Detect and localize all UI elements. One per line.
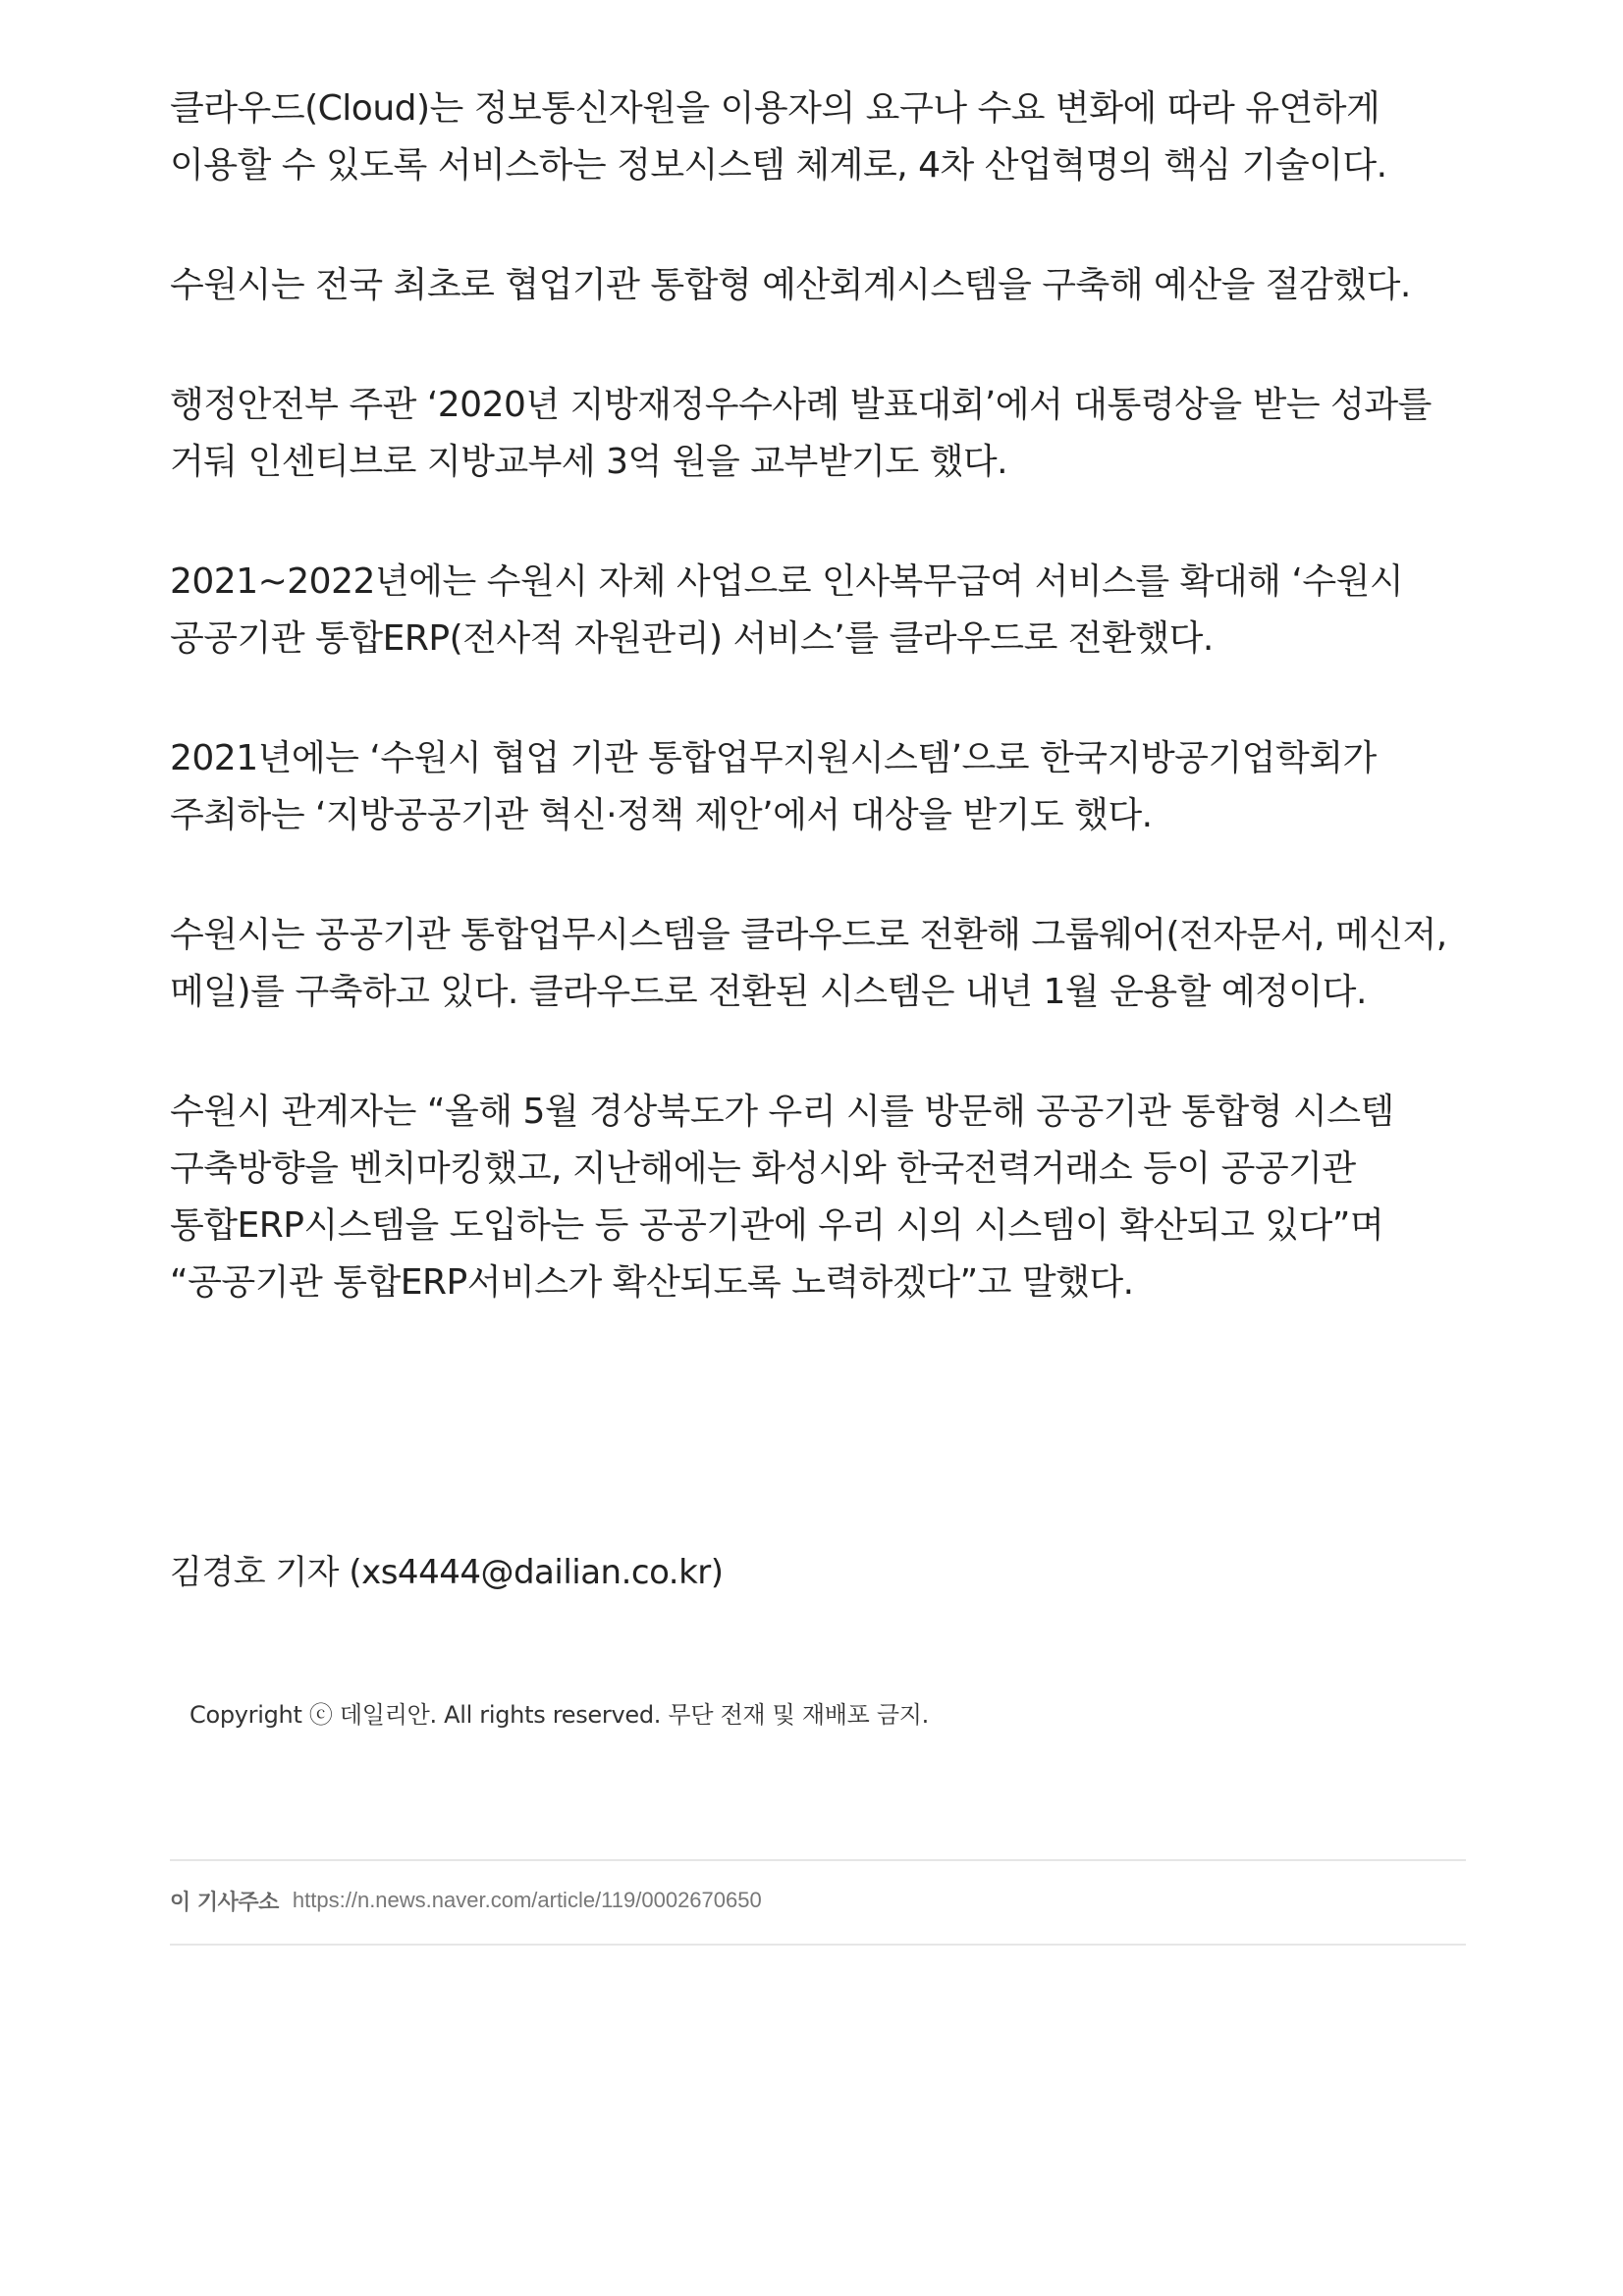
article-paragraph-2: 수원시는 전국 최초로 협업기관 통합형 예산회계시스템을 구축해 예산을 절감했다. — [170, 265, 1411, 305]
article-paragraph-6: 수원시는 공공기관 통합업무시스템을 클라우드로 전환해 그룹웨어(전자문서, 메신저, 메일)를 구축하고 있다. 클라우드로 전환된 시스템은 내년 1월 운용할 예정이다. — [170, 915, 1447, 1012]
article-address-link[interactable]: https://n.news.naver.com/article/119/0002670650 — [292, 1888, 762, 1912]
copyright-notice: Copyright ⓒ 데일리안. All rights reserved. 무단 전재 및 재배포 금지. — [189, 1701, 929, 1729]
article-body — [170, 80, 1466, 1374]
article-paragraph-4: 2021~2022년에는 수원시 자체 사업으로 인사복무급여 서비스를 확대해 ‘수원시 공공기관 통합ERP(전사적 자원관리) 서비스’를 클라우드로 전환했다. — [170, 561, 1404, 659]
reporter-byline: 김경호 기자 (xs4444@dailian.co.kr) — [170, 1553, 724, 1592]
article-paragraph-3: 행정안전부 주관 ‘2020년 지방재정우수사례 발표대회’에서 대통령상을 받는 성과를 거둬 인센티브로 지방교부세 3억 원을 교부받기도 했다. — [170, 385, 1432, 482]
address-divider-bottom — [170, 1944, 1466, 1946]
article-address — [170, 1883, 762, 1918]
article-paragraph-1: 클라우드(Cloud)는 정보통신자원을 이용자의 요구나 수요 변화에 따라 유연하게 이용할 수 있도록 서비스하는 정보시스템 체계로, 4차 산업혁명의 핵심 기술이다. — [170, 88, 1387, 186]
article-paragraph-7: 수원시 관계자는 “올해 5월 경상북도가 우리 시를 방문해 공공기관 통합형 시스템 구축방향을 벤치마킹했고, 지난해에는 화성시와 한국전력거래소 등이 공공기관 통합ERP시스템을 도입하는 등 공공기관에 우리 시의 시스템이 확산되고 있다”며 “공공기관 통합ERP서비스가 확산되도록 노력하겠다”고 말했다. — [170, 1092, 1394, 1303]
article-address-label: 이 기사주소 — [170, 1890, 279, 1915]
article-paragraph-5: 2021년에는 ‘수원시 협업 기관 통합업무지원시스템’으로 한국지방공기업학회가 주최하는 ‘지방공공기관 혁신·정책 제안’에서 대상을 받기도 했다. — [170, 738, 1377, 835]
address-divider-top — [170, 1859, 1466, 1861]
